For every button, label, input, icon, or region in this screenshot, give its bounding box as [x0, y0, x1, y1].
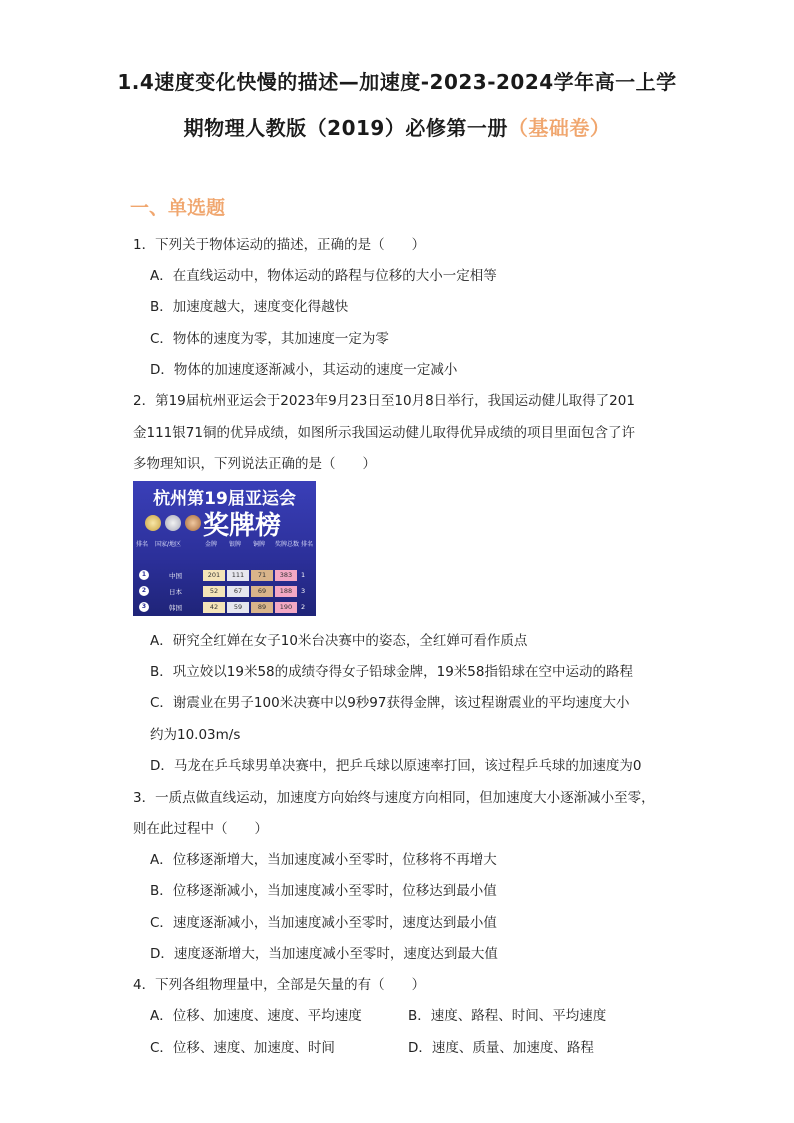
- row-gold: 52: [203, 586, 225, 597]
- row-silver: 67: [227, 586, 249, 597]
- row-total: 188: [275, 586, 297, 597]
- question-3-stem-line-2: 则在此过程中（ ）: [133, 821, 268, 837]
- row-rank: 2: [139, 586, 149, 596]
- header-country: 国家/地区: [155, 541, 182, 548]
- header-bronze: 铜牌: [253, 541, 266, 548]
- medal-row: [133, 585, 316, 598]
- page-title-line-1: 1.4速度变化快慢的描述—加速度-2023-2024学年高一上学: [117, 70, 677, 94]
- question-3-option-d: D．速度逐渐增大，当加速度减小至零时，速度达到最大值: [150, 946, 498, 962]
- question-2-stem-line-1: 2．第19届杭州亚运会于2023年9月23日至10月8日举行，我国运动健儿取得了201: [133, 393, 635, 409]
- title-text: 期物理人教版（2019）必修第一册: [183, 116, 508, 140]
- gold-medal-icon: [145, 515, 161, 531]
- row-total-rank: 1: [301, 571, 306, 579]
- question-3-option-a: A．位移逐渐增大，当加速度减小至零时，位移将不再增大: [150, 852, 497, 868]
- row-silver: 111: [227, 570, 249, 581]
- question-2-option-c-line-2: 约为10.03m/s: [150, 727, 241, 743]
- medal-row: [133, 569, 316, 582]
- row-total: 190: [275, 602, 297, 613]
- header-rank: 排名: [136, 541, 149, 548]
- medal-image-title: 杭州第19届亚运会: [153, 489, 296, 509]
- question-2-option-d: D．马龙在乒乓球男单决赛中，把乒乓球以原速率打回，该过程乒乓球的加速度为0: [150, 758, 642, 774]
- question-1-option-d: D．物体的加速度逐渐减小，其运动的速度一定减小: [150, 362, 458, 378]
- question-2-option-b: B．巩立姣以19米58的成绩夺得女子铅球金牌，19米58指铅球在空中运动的路程: [150, 664, 633, 680]
- question-2-option-c-line-1: C．谢震业在男子100米决赛中以9秒97获得金牌，该过程谢震业的平均速度大小: [150, 695, 630, 711]
- question-1-option-c: C．物体的速度为零，其加速度一定为零: [150, 331, 389, 347]
- row-gold: 201: [203, 570, 225, 581]
- row-rank: 3: [139, 602, 149, 612]
- difficulty-tag: （基础卷）: [507, 116, 611, 140]
- row-country: 中国: [169, 572, 182, 580]
- row-total-rank: 2: [301, 603, 306, 611]
- question-1-stem: 1．下列关于物体运动的描述，正确的是（ ）: [133, 237, 426, 253]
- header-gold: 金牌: [205, 541, 218, 548]
- row-bronze: 71: [251, 570, 273, 581]
- bronze-medal-icon: [185, 515, 201, 531]
- question-4-option-d: D．速度、质量、加速度、路程: [408, 1040, 594, 1056]
- row-bronze: 69: [251, 586, 273, 597]
- silver-medal-icon: [165, 515, 181, 531]
- question-4-option-a: A．位移、加速度、速度、平均速度: [150, 1008, 362, 1024]
- question-3-option-c: C．速度逐渐减小，当加速度减小至零时，速度达到最小值: [150, 915, 497, 931]
- header-total-rank: 排名: [301, 541, 314, 548]
- row-total-rank: 3: [301, 587, 306, 595]
- question-1-option-a: A．在直线运动中，物体运动的路程与位移的大小一定相等: [150, 268, 497, 284]
- medal-table-image: [133, 481, 316, 616]
- question-3-stem-line-1: 3．一质点做直线运动，加速度方向始终与速度方向相同，但加速度大小逐渐减小至零，: [133, 790, 655, 806]
- question-3-option-b: B．位移逐渐减小，当加速度减小至零时，位移达到最小值: [150, 883, 497, 899]
- section-heading: 一、单选题: [130, 197, 226, 219]
- question-4-option-b: B．速度、路程、时间、平均速度: [408, 1008, 607, 1024]
- row-country: 韩国: [169, 604, 182, 612]
- question-4-stem: 4．下列各组物理量中，全部是矢量的有（ ）: [133, 977, 426, 993]
- row-gold: 42: [203, 602, 225, 613]
- question-4-option-c: C．位移、速度、加速度、时间: [150, 1040, 335, 1056]
- row-silver: 59: [227, 602, 249, 613]
- header-total: 奖牌总数: [275, 541, 300, 548]
- question-2-option-a: A．研究全红婵在女子10米台决赛中的姿态，全红婵可看作质点: [150, 633, 528, 649]
- question-1-option-b: B．加速度越大，速度变化得越快: [150, 299, 349, 315]
- header-silver: 银牌: [229, 541, 242, 548]
- medal-table-header: [133, 538, 316, 549]
- question-2-stem-line-3: 多物理知识，下列说法正确的是（ ）: [133, 456, 376, 472]
- medal-image-subtitle: 奖牌榜: [203, 511, 282, 541]
- row-rank: 1: [139, 570, 149, 580]
- medal-row: [133, 601, 316, 614]
- question-2-stem-line-2: 金111银71铜的优异成绩，如图所示我国运动健儿取得优异成绩的项目里面包含了许: [133, 425, 635, 441]
- row-total: 383: [275, 570, 297, 581]
- row-bronze: 89: [251, 602, 273, 613]
- page-title-line-2: [0, 112, 794, 141]
- row-country: 日本: [169, 588, 182, 596]
